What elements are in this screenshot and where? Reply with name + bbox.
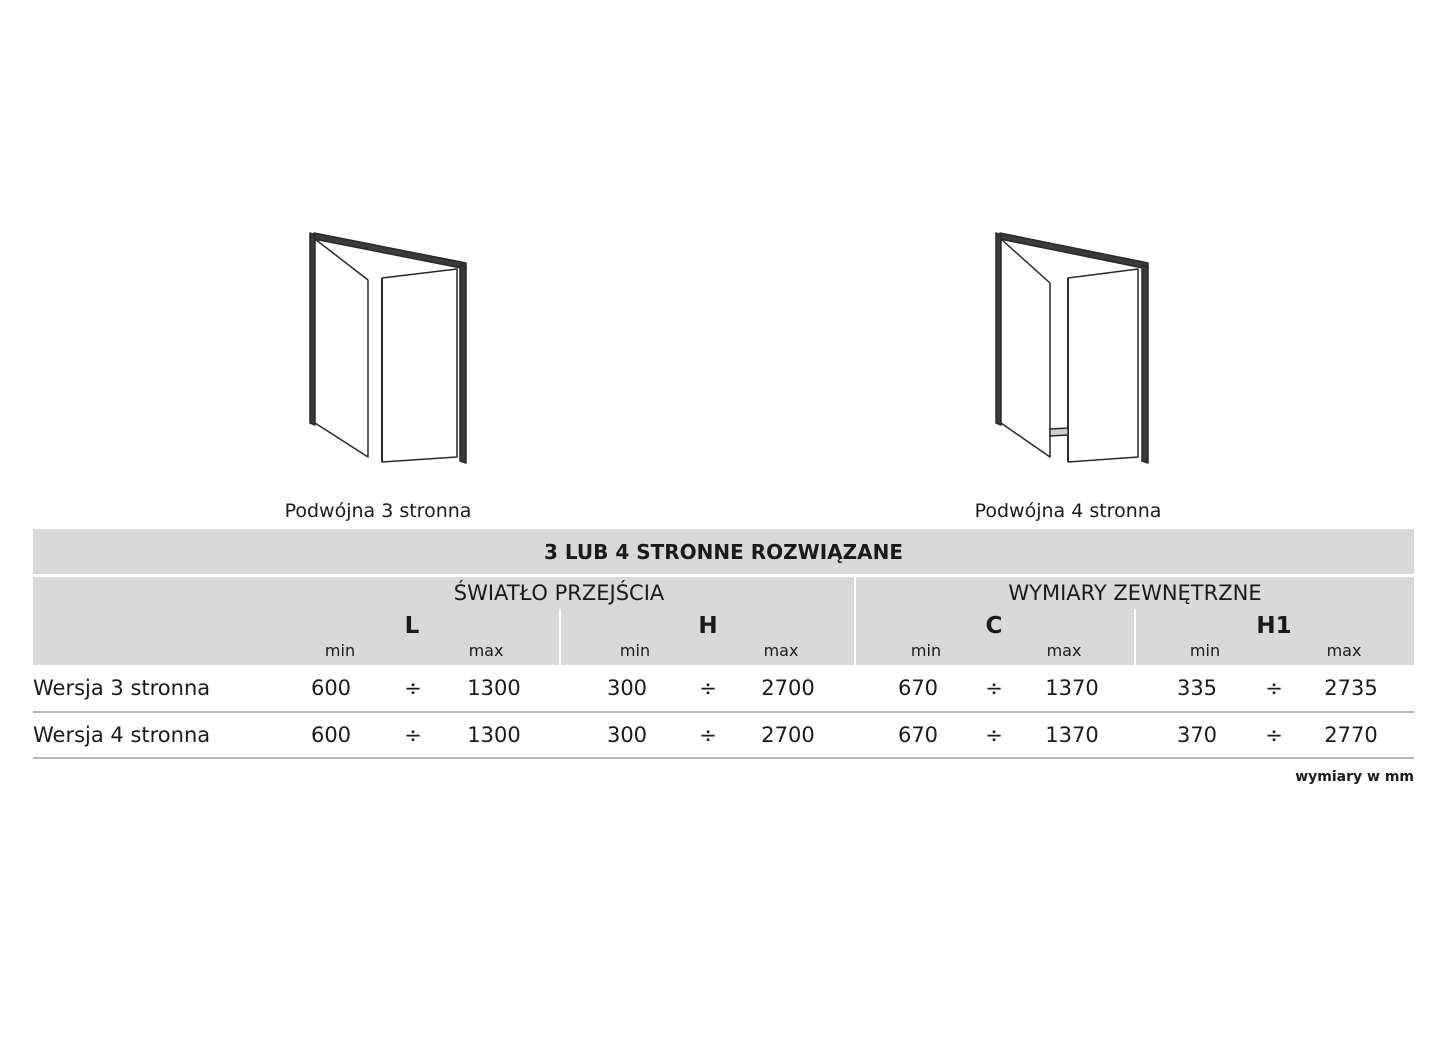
value-H1-max: 2735 xyxy=(1324,676,1378,700)
value-C-min: 670 xyxy=(897,723,939,747)
row-divider xyxy=(33,711,1414,713)
range-separator: ÷ xyxy=(404,723,422,747)
header-divider xyxy=(1134,609,1136,665)
max-label: max xyxy=(763,641,799,660)
value-H-max: 2700 xyxy=(761,676,815,700)
value-L-min: 600 xyxy=(310,676,352,700)
range-separator: ÷ xyxy=(1265,676,1283,700)
min-label: min xyxy=(1189,641,1221,660)
value-C-max: 1370 xyxy=(1045,676,1099,700)
value-L-max: 1300 xyxy=(467,676,521,700)
range-separator: ÷ xyxy=(1265,723,1283,747)
value-L-max: 1300 xyxy=(467,723,521,747)
min-label: min xyxy=(619,641,651,660)
range-separator: ÷ xyxy=(985,676,1003,700)
range-separator: ÷ xyxy=(985,723,1003,747)
value-H1-max: 2770 xyxy=(1324,723,1378,747)
header-label-spacer xyxy=(33,577,311,665)
caption-double-3-sided: Podwójna 3 stronna xyxy=(284,500,472,522)
group-label-passage: ŚWIATŁO PRZEJŚCIA xyxy=(453,581,665,605)
value-C-min: 670 xyxy=(897,676,939,700)
table-title: 3 LUB 4 STRONNE ROZWIĄZANE xyxy=(33,529,1414,574)
value-C-max: 1370 xyxy=(1045,723,1099,747)
max-label: max xyxy=(1326,641,1362,660)
dim-label-L: L xyxy=(404,613,420,639)
value-L-min: 600 xyxy=(310,723,352,747)
header-divider xyxy=(559,609,561,665)
group-label-external: WYMIARY ZEWNĘTRZNE xyxy=(1008,581,1262,605)
double-4-sided-door-icon xyxy=(978,225,1178,475)
max-label: max xyxy=(468,641,504,660)
units-note: wymiary w mm xyxy=(1295,769,1414,785)
range-separator: ÷ xyxy=(404,676,422,700)
double-3-sided-door-icon xyxy=(290,225,490,475)
row-label: Wersja 4 stronna xyxy=(33,723,211,747)
value-H-min: 300 xyxy=(606,676,648,700)
range-separator: ÷ xyxy=(699,676,717,700)
row-divider xyxy=(33,757,1414,759)
value-H-max: 2700 xyxy=(761,723,815,747)
value-H1-min: 370 xyxy=(1176,723,1218,747)
dim-label-C: C xyxy=(985,613,1003,639)
max-label: max xyxy=(1046,641,1082,660)
value-H-min: 300 xyxy=(606,723,648,747)
min-label: min xyxy=(910,641,942,660)
min-label: min xyxy=(324,641,356,660)
dim-label-H: H xyxy=(698,613,718,639)
caption-double-4-sided: Podwójna 4 stronna xyxy=(974,500,1162,522)
row-label: Wersja 3 stronna xyxy=(33,676,211,700)
dim-label-H1: H1 xyxy=(1256,613,1292,639)
value-H1-min: 335 xyxy=(1176,676,1218,700)
range-separator: ÷ xyxy=(699,723,717,747)
